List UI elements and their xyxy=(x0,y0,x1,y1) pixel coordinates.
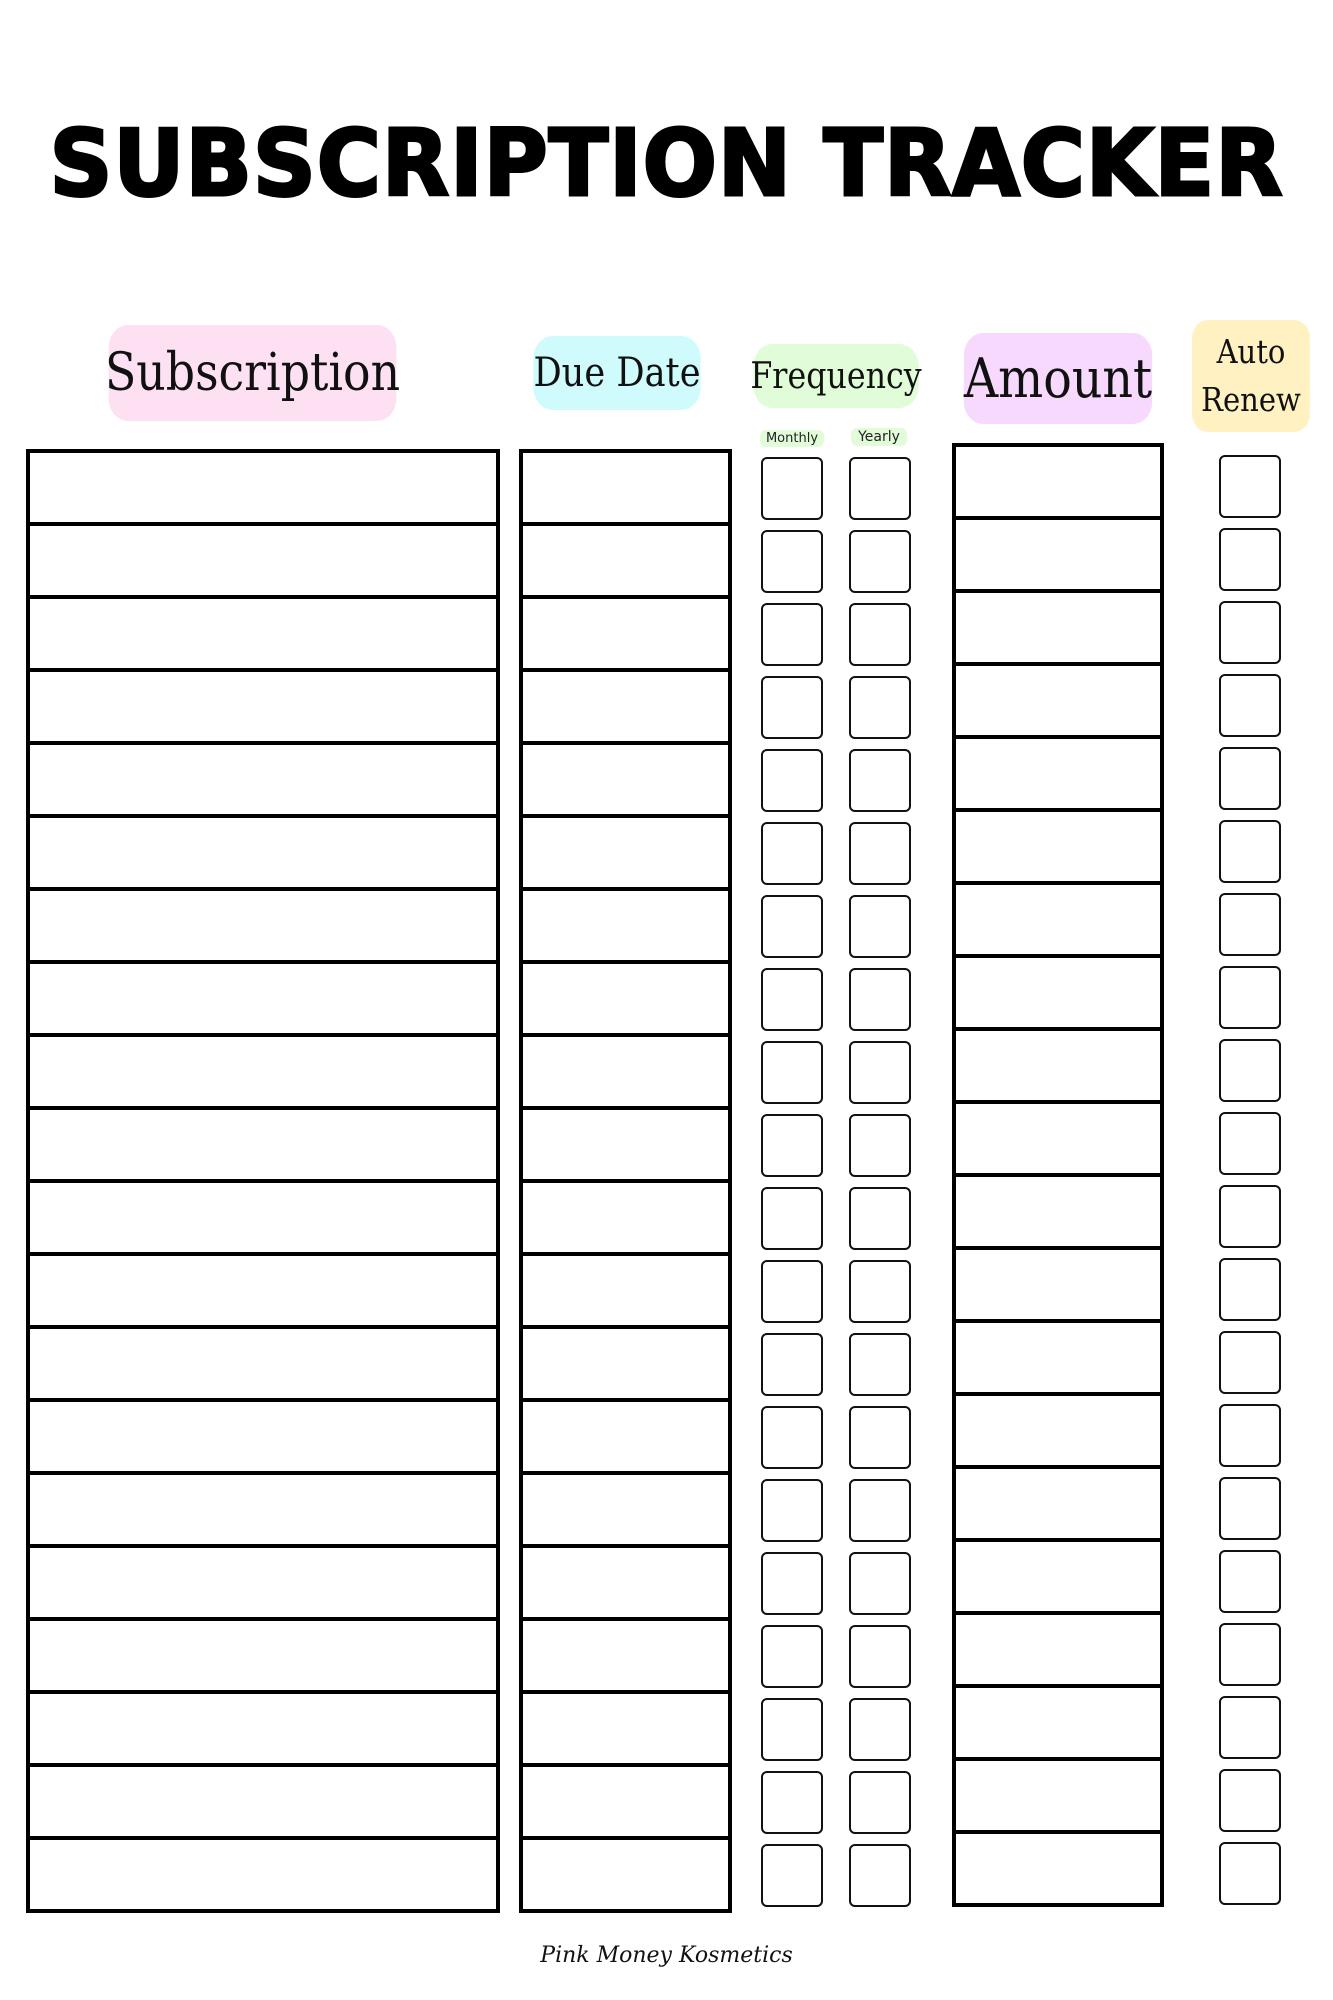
subscription-header: Subscription xyxy=(109,325,397,421)
brand-footer: Pink Money Kosmetics xyxy=(540,1943,793,1968)
subscription-cell[interactable] xyxy=(26,1690,500,1767)
auto-renew-checkbox[interactable] xyxy=(1219,966,1281,1029)
due-date-cell[interactable] xyxy=(519,522,732,599)
due-date-cell[interactable] xyxy=(519,1544,732,1621)
monthly-checkbox-column xyxy=(761,457,823,1917)
yearly-checkbox[interactable] xyxy=(849,1406,911,1469)
monthly-checkbox[interactable] xyxy=(761,1479,823,1542)
due-date-cell[interactable] xyxy=(519,960,732,1037)
auto-renew-checkbox[interactable] xyxy=(1219,601,1281,664)
auto-renew-checkbox[interactable] xyxy=(1219,1039,1281,1102)
amount-column xyxy=(952,443,1164,1907)
yearly-checkbox[interactable] xyxy=(849,968,911,1031)
subscription-cell[interactable] xyxy=(26,1544,500,1621)
subscription-cell[interactable] xyxy=(26,522,500,599)
amount-cell[interactable] xyxy=(952,1100,1164,1177)
monthly-checkbox[interactable] xyxy=(761,1260,823,1323)
subscription-cell[interactable] xyxy=(26,449,500,526)
due-date-column xyxy=(519,449,732,1913)
due-date-cell[interactable] xyxy=(519,741,732,818)
frequency-header: Frequency xyxy=(753,344,918,408)
subscription-cell[interactable] xyxy=(26,1763,500,1840)
amount-header: Amount xyxy=(964,333,1152,424)
auto-renew-checkbox[interactable] xyxy=(1219,1696,1281,1759)
subscription-cell[interactable] xyxy=(26,887,500,964)
due-date-cell[interactable] xyxy=(519,887,732,964)
yearly-checkbox[interactable] xyxy=(849,1260,911,1323)
auto-renew-checkbox[interactable] xyxy=(1219,747,1281,810)
monthly-checkbox[interactable] xyxy=(761,1333,823,1396)
amount-cell[interactable] xyxy=(952,954,1164,1031)
auto-renew-checkbox[interactable] xyxy=(1219,1550,1281,1613)
yearly-checkbox[interactable] xyxy=(849,676,911,739)
subscription-cell[interactable] xyxy=(26,1033,500,1110)
amount-cell[interactable] xyxy=(952,662,1164,739)
amount-cell[interactable] xyxy=(952,1538,1164,1615)
yearly-checkbox[interactable] xyxy=(849,895,911,958)
due-date-cell[interactable] xyxy=(519,1106,732,1183)
auto-renew-checkbox[interactable] xyxy=(1219,674,1281,737)
yearly-label: Yearly xyxy=(851,428,907,446)
subscription-cell[interactable] xyxy=(26,960,500,1037)
due-date-cell[interactable] xyxy=(519,1398,732,1475)
auto-renew-checkbox[interactable] xyxy=(1219,1258,1281,1321)
monthly-checkbox[interactable] xyxy=(761,676,823,739)
auto-renew-checkbox[interactable] xyxy=(1219,1112,1281,1175)
yearly-checkbox[interactable] xyxy=(849,749,911,812)
amount-cell[interactable] xyxy=(952,1319,1164,1396)
due-date-cell[interactable] xyxy=(519,1033,732,1110)
yearly-checkbox[interactable] xyxy=(849,1114,911,1177)
amount-cell[interactable] xyxy=(952,516,1164,593)
subscription-cell[interactable] xyxy=(26,1617,500,1694)
auto-renew-checkbox[interactable] xyxy=(1219,820,1281,883)
monthly-checkbox[interactable] xyxy=(761,895,823,958)
amount-cell[interactable] xyxy=(952,1392,1164,1469)
yearly-checkbox[interactable] xyxy=(849,603,911,666)
due-date-cell[interactable] xyxy=(519,814,732,891)
yearly-checkbox[interactable] xyxy=(849,1844,911,1907)
amount-cell[interactable] xyxy=(952,1830,1164,1907)
yearly-checkbox-column xyxy=(849,457,911,1917)
subscription-cell[interactable] xyxy=(26,668,500,745)
subscription-cell[interactable] xyxy=(26,595,500,672)
subscription-cell[interactable] xyxy=(26,1471,500,1548)
auto-renew-checkbox[interactable] xyxy=(1219,1477,1281,1540)
monthly-checkbox[interactable] xyxy=(761,1406,823,1469)
due-date-cell[interactable] xyxy=(519,668,732,745)
due-date-header: Due Date xyxy=(533,336,700,410)
monthly-checkbox[interactable] xyxy=(761,968,823,1031)
yearly-checkbox[interactable] xyxy=(849,1333,911,1396)
auto-renew-checkbox[interactable] xyxy=(1219,455,1281,518)
due-date-cell[interactable] xyxy=(519,1690,732,1767)
amount-cell[interactable] xyxy=(952,735,1164,812)
subscription-cell[interactable] xyxy=(26,1325,500,1402)
yearly-checkbox[interactable] xyxy=(849,1552,911,1615)
amount-cell[interactable] xyxy=(952,1465,1164,1542)
auto-renew-header-line2: Renew xyxy=(1201,380,1301,419)
auto-renew-checkbox[interactable] xyxy=(1219,528,1281,591)
monthly-checkbox[interactable] xyxy=(761,1552,823,1615)
monthly-checkbox[interactable] xyxy=(761,1114,823,1177)
monthly-checkbox[interactable] xyxy=(761,749,823,812)
amount-cell[interactable] xyxy=(952,589,1164,666)
auto-renew-checkbox[interactable] xyxy=(1219,1404,1281,1467)
auto-renew-header-line1: Auto xyxy=(1216,332,1286,371)
auto-renew-checkbox[interactable] xyxy=(1219,1769,1281,1832)
due-date-cell[interactable] xyxy=(519,1252,732,1329)
subscription-column xyxy=(26,449,500,1913)
monthly-checkbox[interactable] xyxy=(761,457,823,520)
amount-cell[interactable] xyxy=(952,1684,1164,1761)
due-date-cell[interactable] xyxy=(519,1617,732,1694)
yearly-checkbox[interactable] xyxy=(849,1479,911,1542)
amount-cell[interactable] xyxy=(952,881,1164,958)
amount-cell[interactable] xyxy=(952,1173,1164,1250)
due-date-cell[interactable] xyxy=(519,1179,732,1256)
yearly-checkbox[interactable] xyxy=(849,1041,911,1104)
auto-renew-checkbox[interactable] xyxy=(1219,1185,1281,1248)
auto-renew-header xyxy=(1192,320,1310,432)
subscription-cell[interactable] xyxy=(26,1106,500,1183)
auto-renew-checkbox[interactable] xyxy=(1219,1842,1281,1905)
auto-renew-checkbox-column xyxy=(1219,455,1281,1915)
subscription-cell[interactable] xyxy=(26,1252,500,1329)
due-date-cell[interactable] xyxy=(519,1836,732,1913)
amount-cell[interactable] xyxy=(952,1246,1164,1323)
subscription-cell[interactable] xyxy=(26,1398,500,1475)
amount-cell[interactable] xyxy=(952,1757,1164,1834)
page-title: SUBSCRIPTION TRACKER xyxy=(49,110,1284,217)
monthly-checkbox[interactable] xyxy=(761,1625,823,1688)
due-date-cell[interactable] xyxy=(519,1471,732,1548)
monthly-label: Monthly xyxy=(760,430,824,447)
monthly-checkbox[interactable] xyxy=(761,822,823,885)
due-date-cell[interactable] xyxy=(519,595,732,672)
yearly-checkbox[interactable] xyxy=(849,1698,911,1761)
auto-renew-checkbox[interactable] xyxy=(1219,1331,1281,1394)
amount-cell[interactable] xyxy=(952,808,1164,885)
monthly-checkbox[interactable] xyxy=(761,603,823,666)
yearly-checkbox[interactable] xyxy=(849,1625,911,1688)
monthly-checkbox[interactable] xyxy=(761,1041,823,1104)
due-date-cell[interactable] xyxy=(519,1325,732,1402)
monthly-checkbox[interactable] xyxy=(761,1771,823,1834)
auto-renew-checkbox[interactable] xyxy=(1219,893,1281,956)
subscription-cell[interactable] xyxy=(26,741,500,818)
due-date-cell[interactable] xyxy=(519,1763,732,1840)
amount-cell[interactable] xyxy=(952,443,1164,520)
due-date-cell[interactable] xyxy=(519,449,732,526)
yearly-checkbox[interactable] xyxy=(849,457,911,520)
monthly-checkbox[interactable] xyxy=(761,1187,823,1250)
amount-cell[interactable] xyxy=(952,1611,1164,1688)
subscription-cell[interactable] xyxy=(26,814,500,891)
yearly-checkbox[interactable] xyxy=(849,530,911,593)
yearly-checkbox[interactable] xyxy=(849,1187,911,1250)
yearly-checkbox[interactable] xyxy=(849,1771,911,1834)
monthly-checkbox[interactable] xyxy=(761,530,823,593)
amount-cell[interactable] xyxy=(952,1027,1164,1104)
subscription-cell[interactable] xyxy=(26,1179,500,1256)
yearly-checkbox[interactable] xyxy=(849,822,911,885)
subscription-cell[interactable] xyxy=(26,1836,500,1913)
auto-renew-checkbox[interactable] xyxy=(1219,1623,1281,1686)
monthly-checkbox[interactable] xyxy=(761,1698,823,1761)
monthly-checkbox[interactable] xyxy=(761,1844,823,1907)
